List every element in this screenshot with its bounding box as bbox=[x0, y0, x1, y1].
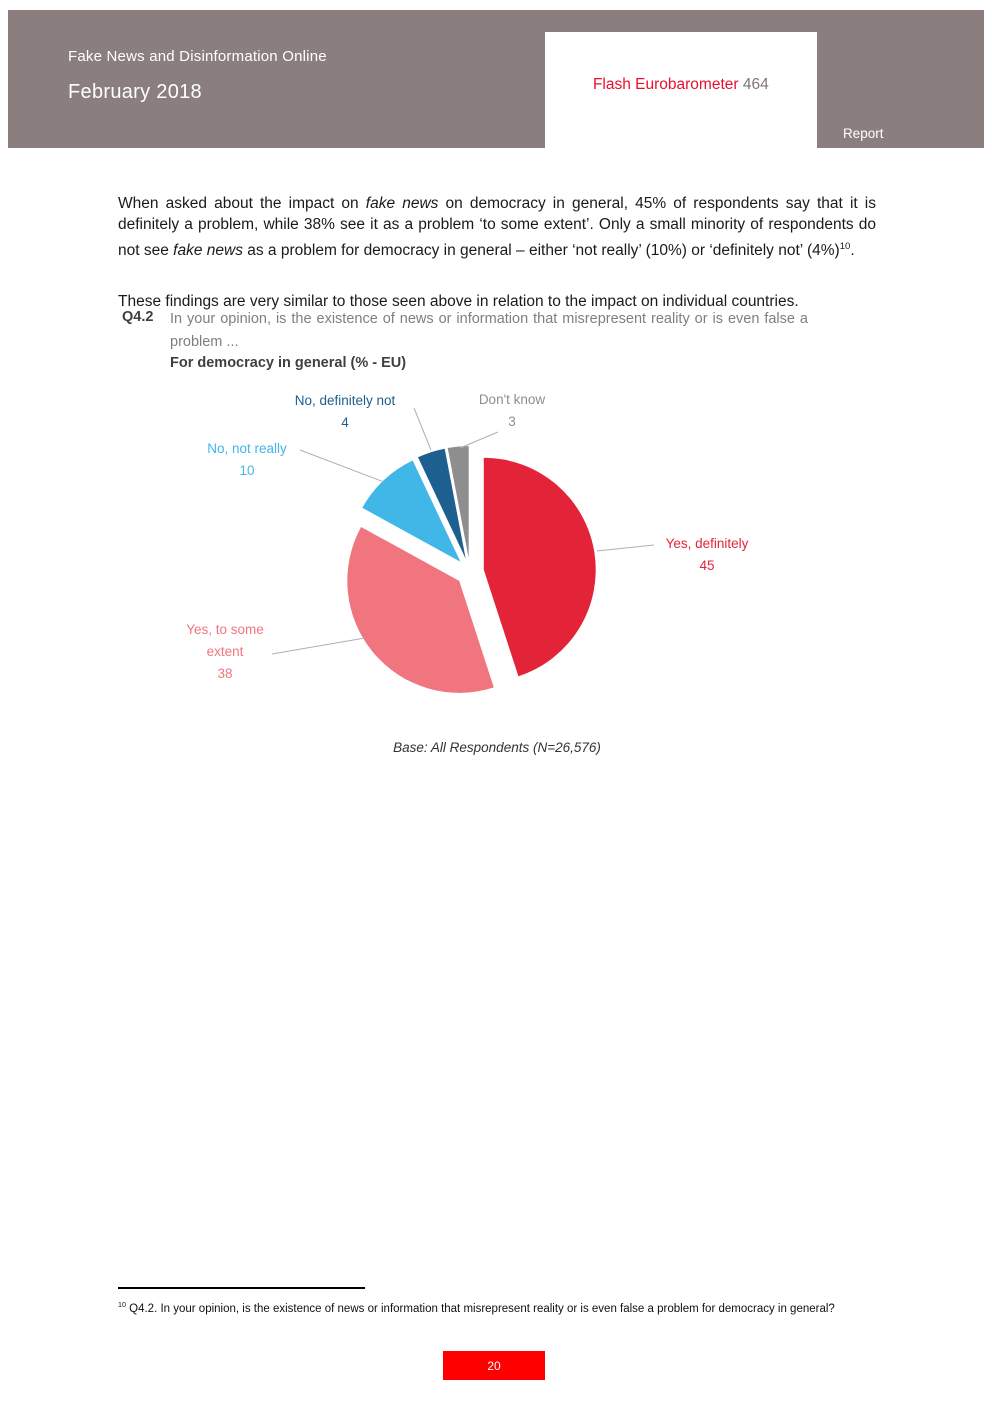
report-date: February 2018 bbox=[68, 81, 202, 103]
page-number-badge bbox=[443, 1351, 545, 1380]
pie-chart-area bbox=[170, 390, 810, 720]
leader-line-yes-to-some-extent bbox=[272, 638, 365, 654]
eurobarometer-label: Flash Eurobarometer bbox=[592, 76, 739, 93]
header-report-block bbox=[817, 10, 984, 148]
header-center-block bbox=[545, 10, 817, 148]
pie-slice-yes-to-some-extent bbox=[347, 527, 493, 693]
footnote-text: Q4.2. In your opinion, is the existence of news or information that misrepresent reality or is even false a problem for democracy in general? bbox=[125, 1302, 835, 1315]
footnote-rule bbox=[118, 1287, 365, 1289]
eurobarometer-number: 464 bbox=[742, 76, 769, 93]
eurobarometer-label-group bbox=[545, 76, 817, 94]
page-header bbox=[8, 10, 984, 148]
leader-line-don-t-know bbox=[460, 432, 498, 448]
report-title: Fake News and Disinformation Online bbox=[68, 48, 327, 65]
pie-label-don-t-know: Don't know 3 bbox=[478, 392, 546, 429]
header-title-block bbox=[8, 10, 545, 148]
body-paragraph-2: These findings are very similar to those seen above in relation to the impact on individual countries. bbox=[118, 292, 799, 310]
leader-line-yes-definitely bbox=[597, 545, 654, 551]
footnote-marker: 10 bbox=[118, 1301, 126, 1309]
footnote bbox=[118, 1297, 862, 1317]
report-label: Report bbox=[842, 126, 884, 141]
question-number: Q4.2 bbox=[122, 309, 154, 325]
question-block bbox=[122, 308, 814, 371]
pie-label-yes-definitely: Yes, definitely 45 bbox=[665, 536, 749, 573]
base-note: Base: All Respondents (N=26,576) bbox=[393, 740, 601, 755]
pie-chart bbox=[170, 390, 810, 720]
header-center-strip bbox=[545, 10, 817, 32]
pie-label-no-not-really: No, not really 10 bbox=[207, 441, 287, 478]
pie-label-yes-to-some-extent: Yes, to some extent 38 bbox=[186, 622, 264, 681]
pie-label-no-definitely-not: No, definitely not 4 bbox=[294, 393, 396, 430]
leader-line-no-not-really bbox=[300, 450, 384, 482]
pie-slice-yes-definitely bbox=[484, 458, 596, 677]
chart-title: For democracy in general (% - EU) bbox=[170, 355, 407, 371]
leader-line-no-definitely-not bbox=[414, 408, 431, 450]
question-text: In your opinion, is the existence of news or information that misrepresent reality or is even false a problem ... bbox=[170, 311, 808, 350]
body-paragraph-1: When asked about the impact on fake news on democracy in general, 45% of respondents say that it is definitely a problem, while 38% see it as a problem ‘to some extent’. Only a small minority of respondents do not see fake news as a problem for democracy in general – either ‘not really’ (10%) or ‘definitely not’ $(4\%)^{10}$. bbox=[118, 194, 877, 259]
page-number: 20 bbox=[487, 1358, 501, 1373]
